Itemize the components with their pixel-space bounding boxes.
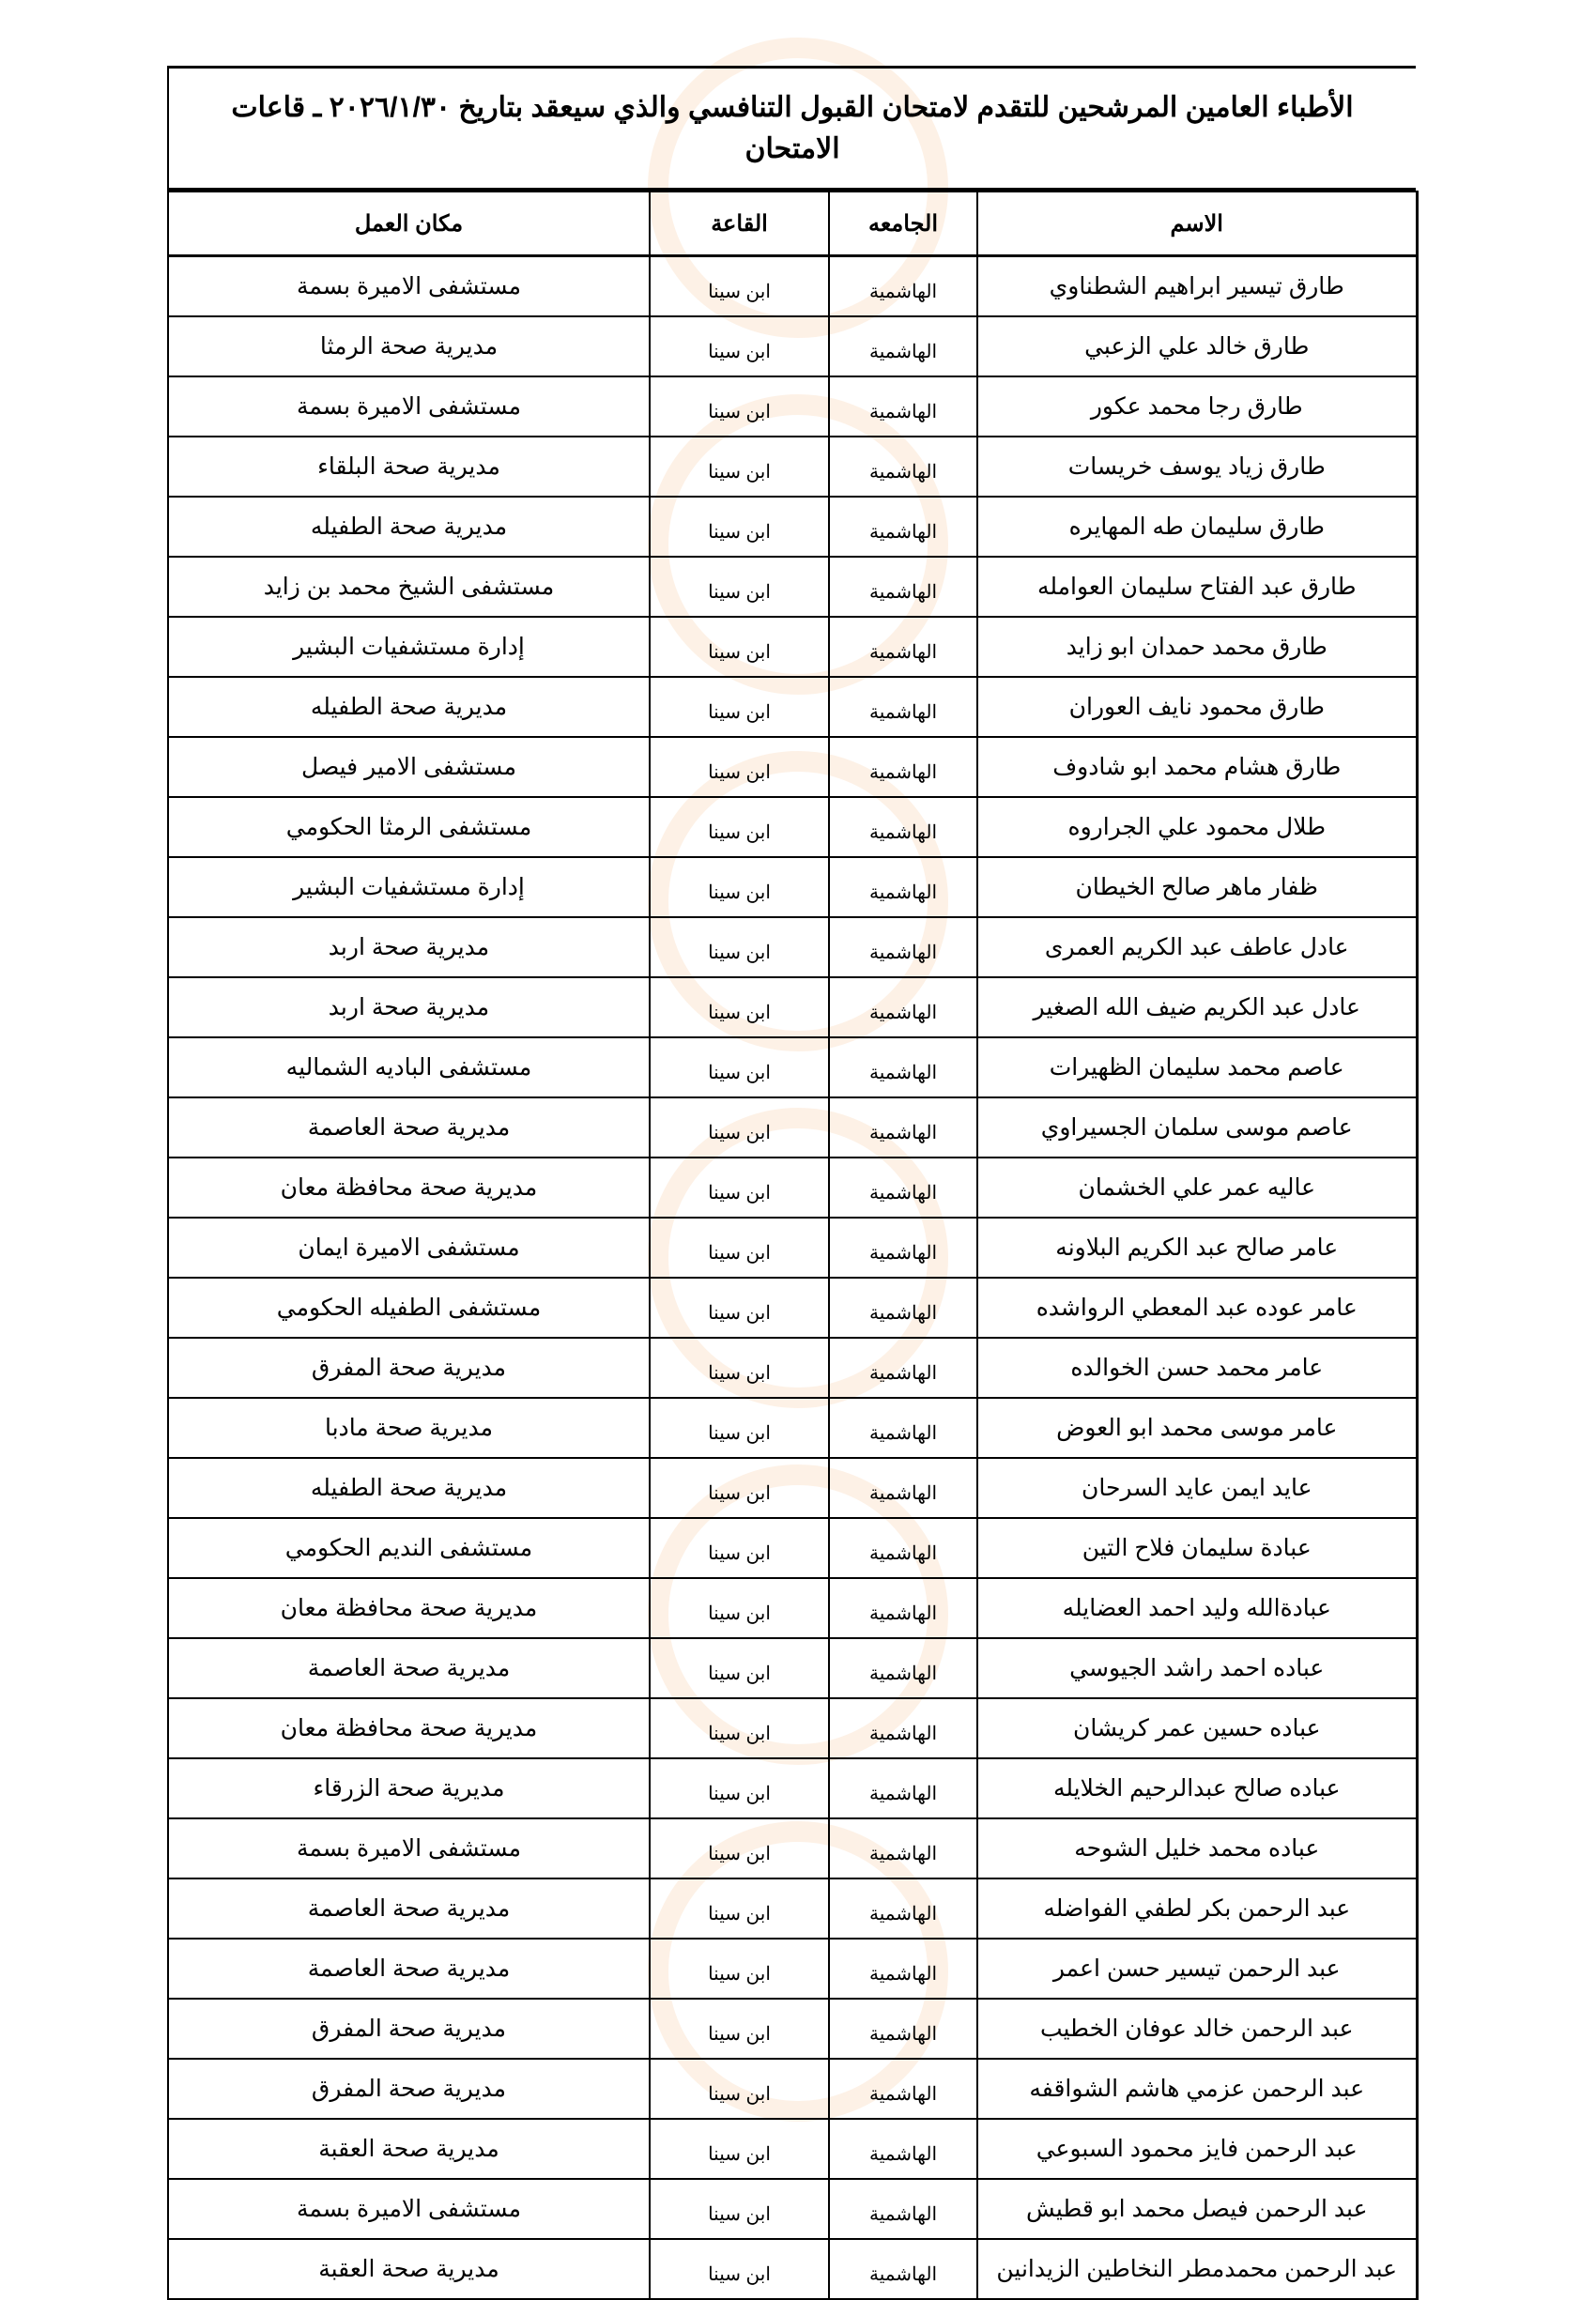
cell-workplace: مديرية صحة الزرقاء xyxy=(168,1758,650,1818)
cell-name: طلال محمود علي الجراروه xyxy=(977,797,1417,857)
cell-workplace: مستشفى النديم الحكومي xyxy=(168,1518,650,1578)
table-row xyxy=(168,677,1417,737)
cell-name: ظفار ماهر صالح الخيطان xyxy=(977,857,1417,917)
table-row xyxy=(168,917,1417,977)
cell-hall: ابن سينا xyxy=(650,1638,829,1698)
cell-name: طارق محمد حمدان ابو زايد xyxy=(977,617,1417,677)
cell-name: عبد الرحمن محمدمطر النخاطين الزيدانين xyxy=(977,2239,1417,2299)
cell-name: طارق خالد علي الزعبي xyxy=(977,316,1417,376)
cell-university: الهاشمية xyxy=(829,1518,977,1578)
cell-workplace: مديرية صحة الطفيله xyxy=(168,1458,650,1518)
cell-hall: ابن سينا xyxy=(650,1818,829,1878)
cell-hall: ابن سينا xyxy=(650,1398,829,1458)
cell-workplace: مستشفى الاميرة ايمان xyxy=(168,1218,650,1278)
cell-university: الهاشمية xyxy=(829,437,977,497)
cell-name: عبد الرحمن تيسير حسن اعمر xyxy=(977,1939,1417,1999)
cell-name: عاصم موسى سلمان الجسيراوي xyxy=(977,1097,1417,1158)
cell-hall: ابن سينا xyxy=(650,1218,829,1278)
cell-hall: ابن سينا xyxy=(650,2239,829,2299)
cell-hall: ابن سينا xyxy=(650,677,829,737)
cell-workplace: مديرية صحة المفرق xyxy=(168,2059,650,2119)
table-row xyxy=(168,1939,1417,1999)
cell-hall: ابن سينا xyxy=(650,316,829,376)
cell-workplace: مديرية صحة العاصمة xyxy=(168,1638,650,1698)
cell-workplace: مديرية صحة اربد xyxy=(168,977,650,1037)
title-box xyxy=(167,66,1416,191)
table-row xyxy=(168,797,1417,857)
cell-name: عباده احمد راشد الجيوسي xyxy=(977,1638,1417,1698)
cell-university: الهاشمية xyxy=(829,2119,977,2179)
table-row xyxy=(168,2239,1417,2299)
cell-name: عاليه عمر علي الخشمان xyxy=(977,1158,1417,1218)
cell-university: الهاشمية xyxy=(829,917,977,977)
cell-name: عبادة سليمان فلاح التين xyxy=(977,1518,1417,1578)
cell-hall: ابن سينا xyxy=(650,2119,829,2179)
cell-university: الهاشمية xyxy=(829,1939,977,1999)
table-row xyxy=(168,1398,1417,1458)
cell-workplace: إدارة مستشفيات البشير xyxy=(168,857,650,917)
cell-university: الهاشمية xyxy=(829,2059,977,2119)
table-row xyxy=(168,737,1417,797)
cell-name: طارق سليمان طه المهايره xyxy=(977,497,1417,557)
cell-university: الهاشمية xyxy=(829,737,977,797)
cell-name: عادل عاطف عبد الكريم العمرى xyxy=(977,917,1417,977)
cell-name: طارق عبد الفتاح سليمان العوامله xyxy=(977,557,1417,617)
cell-name: طارق رجا محمد عكور xyxy=(977,376,1417,437)
table-row xyxy=(168,1758,1417,1818)
cell-hall: ابن سينا xyxy=(650,1158,829,1218)
cell-hall: ابن سينا xyxy=(650,1878,829,1939)
table-row xyxy=(168,1278,1417,1338)
cell-university: الهاشمية xyxy=(829,1638,977,1698)
cell-hall: ابن سينا xyxy=(650,977,829,1037)
cell-hall: ابن سينا xyxy=(650,1939,829,1999)
cell-hall: ابن سينا xyxy=(650,2179,829,2239)
cell-hall: ابن سينا xyxy=(650,1338,829,1398)
cell-hall: ابن سينا xyxy=(650,437,829,497)
cell-university: الهاشمية xyxy=(829,677,977,737)
cell-name: طارق زياد يوسف خريسات xyxy=(977,437,1417,497)
table-row xyxy=(168,1578,1417,1638)
cell-name: عامر موسى محمد ابو العوض xyxy=(977,1398,1417,1458)
cell-name: عامر محمد حسن الخوالده xyxy=(977,1338,1417,1398)
cell-name: عبادةالله وليد احمد العضايله xyxy=(977,1578,1417,1638)
cell-workplace: مديرية صحة العاصمة xyxy=(168,1939,650,1999)
cell-workplace: مديرية صحة العقبة xyxy=(168,2119,650,2179)
table-row xyxy=(168,1878,1417,1939)
cell-hall: ابن سينا xyxy=(650,497,829,557)
cell-university: الهاشمية xyxy=(829,376,977,437)
cell-name: طارق هشام محمد ابو شادوف xyxy=(977,737,1417,797)
cell-university: الهاشمية xyxy=(829,2239,977,2299)
table-row xyxy=(168,437,1417,497)
cell-hall: ابن سينا xyxy=(650,1097,829,1158)
cell-university: الهاشمية xyxy=(829,557,977,617)
table-row xyxy=(168,1999,1417,2059)
cell-university: الهاشمية xyxy=(829,497,977,557)
cell-workplace: مديرية صحة العاصمة xyxy=(168,1878,650,1939)
table-row xyxy=(168,1097,1417,1158)
cell-hall: ابن سينا xyxy=(650,1458,829,1518)
cell-hall: ابن سينا xyxy=(650,1037,829,1097)
table-row xyxy=(168,1518,1417,1578)
cell-workplace: مستشفى الطفيله الحكومي xyxy=(168,1278,650,1338)
cell-workplace: مستشفى الاميرة بسمة xyxy=(168,376,650,437)
cell-university: الهاشمية xyxy=(829,977,977,1037)
cell-workplace: مستشفى الشيخ محمد بن زايد xyxy=(168,557,650,617)
cell-name: عباده محمد خليل الشوحه xyxy=(977,1818,1417,1878)
cell-workplace: مديرية صحة مادبا xyxy=(168,1398,650,1458)
table-row xyxy=(168,977,1417,1037)
cell-university: الهاشمية xyxy=(829,1698,977,1758)
cell-workplace: مديرية صحة الطفيله xyxy=(168,677,650,737)
cell-workplace: مديرية صحة محافظة معان xyxy=(168,1158,650,1218)
header-university: الجامعه xyxy=(829,192,977,256)
cell-name: عباده صالح عبدالرحيم الخلايله xyxy=(977,1758,1417,1818)
table-row xyxy=(168,1458,1417,1518)
cell-workplace: مستشفى الباديه الشماليه xyxy=(168,1037,650,1097)
cell-university: الهاشمية xyxy=(829,1578,977,1638)
candidates-document xyxy=(167,66,1416,2300)
cell-hall: ابن سينا xyxy=(650,1999,829,2059)
cell-workplace: مديرية صحة اربد xyxy=(168,917,650,977)
cell-workplace: مستشفى الاميرة بسمة xyxy=(168,2179,650,2239)
table-row xyxy=(168,1218,1417,1278)
cell-workplace: مديرية صحة المفرق xyxy=(168,1999,650,2059)
cell-workplace: إدارة مستشفيات البشير xyxy=(168,617,650,677)
cell-name: عبد الرحمن فيصل محمد ابو قطيش xyxy=(977,2179,1417,2239)
header-workplace: مكان العمل xyxy=(168,192,650,256)
table-row xyxy=(168,316,1417,376)
cell-workplace: مديرية صحة العاصمة xyxy=(168,1097,650,1158)
cell-university: الهاشمية xyxy=(829,1878,977,1939)
cell-name: عايد ايمن عايد السرحان xyxy=(977,1458,1417,1518)
table-row xyxy=(168,1638,1417,1698)
cell-university: الهاشمية xyxy=(829,256,977,317)
cell-workplace: مديرية صحة الرمثا xyxy=(168,316,650,376)
table-row xyxy=(168,2179,1417,2239)
cell-hall: ابن سينا xyxy=(650,376,829,437)
cell-hall: ابن سينا xyxy=(650,1698,829,1758)
table-row xyxy=(168,1338,1417,1398)
table-row xyxy=(168,857,1417,917)
cell-university: الهاشمية xyxy=(829,797,977,857)
table-row xyxy=(168,1037,1417,1097)
table-row xyxy=(168,1818,1417,1878)
cell-hall: ابن سينا xyxy=(650,256,829,317)
cell-name: طارق تيسير ابراهيم الشطناوي xyxy=(977,256,1417,317)
cell-hall: ابن سينا xyxy=(650,1518,829,1578)
cell-university: الهاشمية xyxy=(829,1278,977,1338)
cell-university: الهاشمية xyxy=(829,1398,977,1458)
table-body xyxy=(168,256,1417,2300)
cell-hall: ابن سينا xyxy=(650,557,829,617)
cell-workplace: مديرية صحة محافظة معان xyxy=(168,1698,650,1758)
candidates-table xyxy=(167,191,1419,2300)
cell-university: الهاشمية xyxy=(829,1218,977,1278)
document-title: الأطباء العامين المرشحين للتقدم لامتحان القبول التنافسي والذي سيعقد بتاريخ ٢٠٢٦/١/٣٠ ـ قاعات الامتحان xyxy=(231,91,1354,164)
cell-hall: ابن سينا xyxy=(650,1578,829,1638)
cell-hall: ابن سينا xyxy=(650,917,829,977)
cell-name: طارق محمود نايف العوران xyxy=(977,677,1417,737)
cell-name: عبد الرحمن فايز محمود السبوعي xyxy=(977,2119,1417,2179)
cell-hall: ابن سينا xyxy=(650,617,829,677)
cell-workplace: مستشفى الامير فيصل xyxy=(168,737,650,797)
cell-name: عامر صالح عبد الكريم البلاونه xyxy=(977,1218,1417,1278)
cell-university: الهاشمية xyxy=(829,1097,977,1158)
cell-university: الهاشمية xyxy=(829,1818,977,1878)
cell-workplace: مستشفى الاميرة بسمة xyxy=(168,256,650,317)
table-row xyxy=(168,1158,1417,1218)
table-row xyxy=(168,2059,1417,2119)
cell-workplace: مديرية صحة العقبة xyxy=(168,2239,650,2299)
cell-university: الهاشمية xyxy=(829,316,977,376)
cell-university: الهاشمية xyxy=(829,2179,977,2239)
cell-university: الهاشمية xyxy=(829,1037,977,1097)
header-hall: القاعة xyxy=(650,192,829,256)
table-row xyxy=(168,1698,1417,1758)
cell-hall: ابن سينا xyxy=(650,797,829,857)
cell-university: الهاشمية xyxy=(829,1158,977,1218)
cell-workplace: مستشفى الاميرة بسمة xyxy=(168,1818,650,1878)
table-row xyxy=(168,376,1417,437)
cell-name: عامر عوده عبد المعطي الرواشده xyxy=(977,1278,1417,1338)
cell-name: عباده حسين عمر كريشان xyxy=(977,1698,1417,1758)
table-row xyxy=(168,497,1417,557)
cell-workplace: مديرية صحة الطفيله xyxy=(168,497,650,557)
table-header-row xyxy=(168,192,1417,256)
cell-workplace: مديرية صحة محافظة معان xyxy=(168,1578,650,1638)
table-row xyxy=(168,557,1417,617)
cell-workplace: مستشفى الرمثا الحكومي xyxy=(168,797,650,857)
cell-name: عبد الرحمن خالد عوفان الخطيب xyxy=(977,1999,1417,2059)
cell-workplace: مديرية صحة المفرق xyxy=(168,1338,650,1398)
cell-university: الهاشمية xyxy=(829,1758,977,1818)
cell-name: عبد الرحمن بكر لطفي الفواضله xyxy=(977,1878,1417,1939)
cell-university: الهاشمية xyxy=(829,1999,977,2059)
cell-hall: ابن سينا xyxy=(650,1278,829,1338)
table-row xyxy=(168,617,1417,677)
cell-name: عادل عبد الكريم ضيف الله الصغير xyxy=(977,977,1417,1037)
cell-name: عبد الرحمن عزمي هاشم الشواقفه xyxy=(977,2059,1417,2119)
cell-university: الهاشمية xyxy=(829,857,977,917)
cell-university: الهاشمية xyxy=(829,1338,977,1398)
table-row xyxy=(168,256,1417,317)
cell-hall: ابن سينا xyxy=(650,1758,829,1818)
table-row xyxy=(168,2119,1417,2179)
cell-university: الهاشمية xyxy=(829,1458,977,1518)
cell-university: الهاشمية xyxy=(829,617,977,677)
cell-hall: ابن سينا xyxy=(650,2059,829,2119)
cell-workplace: مديرية صحة البلقاء xyxy=(168,437,650,497)
header-name: الاسم xyxy=(977,192,1417,256)
cell-hall: ابن سينا xyxy=(650,737,829,797)
cell-name: عاصم محمد سليمان الظهيرات xyxy=(977,1037,1417,1097)
cell-hall: ابن سينا xyxy=(650,857,829,917)
